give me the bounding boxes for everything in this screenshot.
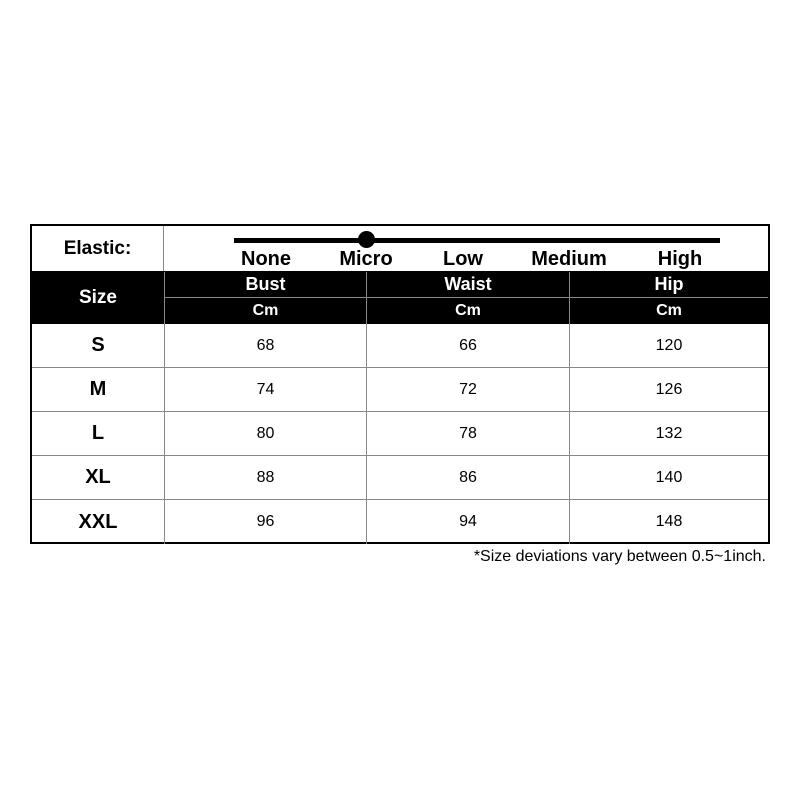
waist-cell: 66: [366, 324, 569, 367]
bust-cell: 88: [164, 456, 366, 499]
waist-cell: 72: [366, 368, 569, 411]
column-unit: Cm: [252, 302, 279, 319]
waist-cell: 86: [366, 456, 569, 499]
hip-cell: 120: [569, 324, 768, 367]
size-column-header: Size: [78, 287, 118, 308]
table-row: [32, 324, 768, 368]
elastic-option-micro: Micro: [339, 248, 393, 270]
bust-cell: 80: [164, 412, 366, 455]
size-chart: [30, 224, 770, 544]
elastic-option-low: Low: [443, 248, 483, 270]
elastic-label: Elastic:: [32, 226, 164, 271]
elastic-option-medium: Medium: [531, 248, 607, 270]
hip-cell: 126: [569, 368, 768, 411]
bust-cell: 96: [164, 500, 366, 544]
waist-cell: 78: [366, 412, 569, 455]
bust-column-header: [164, 272, 366, 324]
table-header: [32, 272, 768, 324]
size-cell: M: [89, 378, 107, 400]
waist-column-header: [366, 272, 569, 324]
column-name: Waist: [367, 272, 569, 298]
table-body: [32, 324, 768, 544]
column-name: Bust: [165, 272, 366, 298]
hip-cell: 148: [569, 500, 768, 544]
table-row: [32, 368, 768, 412]
hip-cell: 132: [569, 412, 768, 455]
size-cell: L: [91, 422, 105, 444]
column-unit: Cm: [656, 302, 682, 319]
table-row: [32, 500, 768, 544]
column-name: Hip: [570, 272, 768, 298]
hip-column-header: [569, 272, 768, 324]
size-cell: XXL: [78, 510, 118, 533]
elastic-row: [32, 226, 768, 272]
bust-cell: 68: [164, 324, 366, 367]
hip-cell: 140: [569, 456, 768, 499]
bust-cell: 74: [164, 368, 366, 411]
size-cell: XL: [85, 466, 111, 488]
table-row: [32, 412, 768, 456]
size-deviation-footnote: *Size deviations vary between 0.5~1inch.: [473, 548, 766, 565]
elastic-option-high: High: [657, 248, 703, 270]
waist-cell: 94: [366, 500, 569, 544]
elastic-scale-marker: [358, 231, 375, 248]
elastic-scale-line: [234, 238, 720, 243]
column-unit: Cm: [455, 302, 481, 319]
size-cell: S: [91, 334, 105, 356]
table-row: [32, 456, 768, 500]
elastic-option-none: None: [241, 248, 291, 270]
